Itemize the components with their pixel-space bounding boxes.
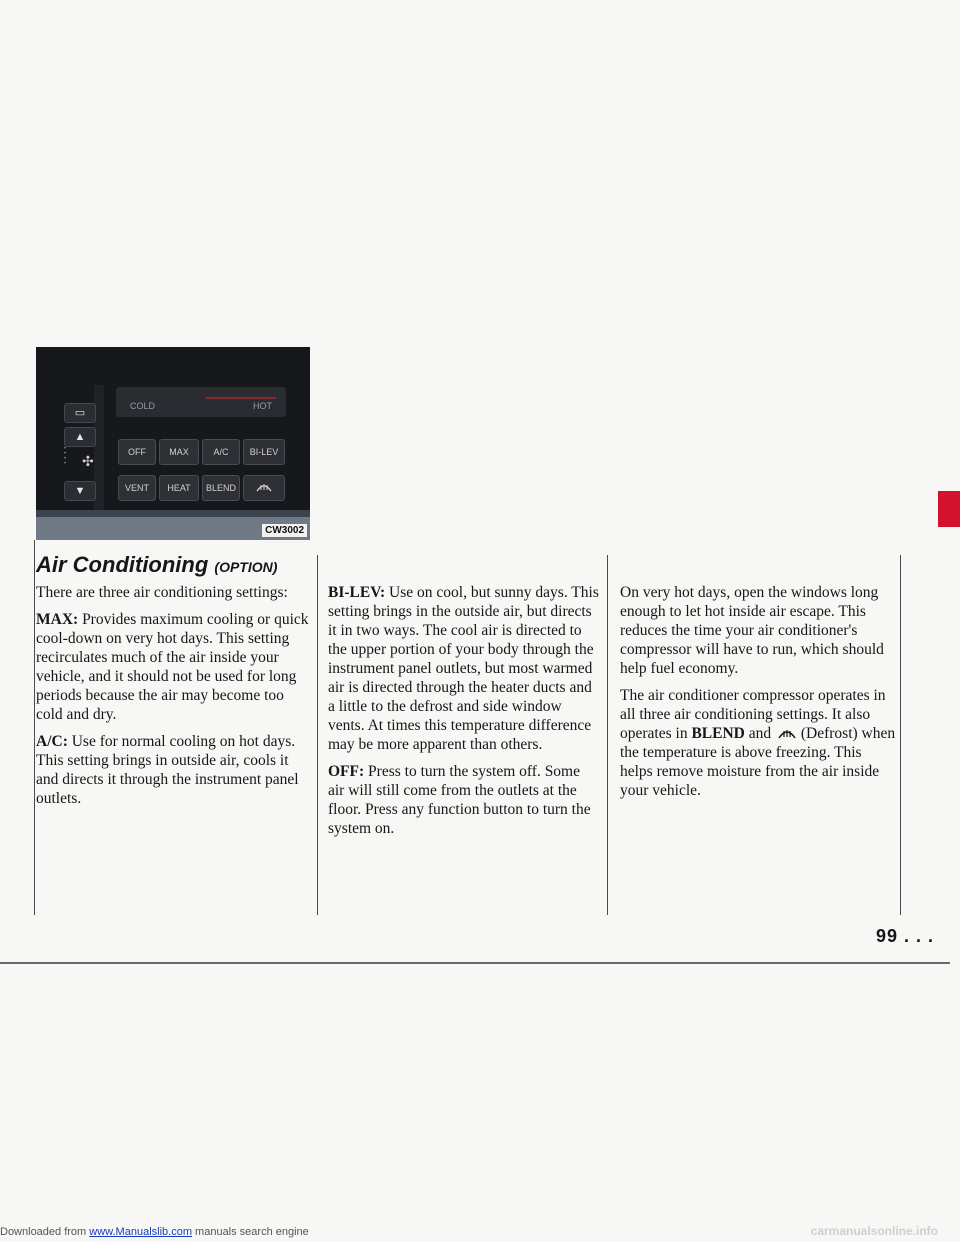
compressor-text-end: (Defrost) when the temperature is above freezing. This helps remove moisture from the air inside your vehicle. [620,725,896,799]
panel-trim [36,510,310,517]
recirculate-icon: ▭ [74,407,86,419]
figure-code: CW3002 [262,524,307,537]
and-word: and [748,725,772,742]
scale-hot-label: HOT [253,401,272,411]
blend-button: BLEND [202,475,240,501]
page-number: 99 . . . [876,926,935,946]
off-paragraph [328,762,600,838]
max-paragraph [36,610,311,724]
fan-down-arrow-icon: ▼ [74,485,86,497]
vent-button: VENT [118,475,156,501]
column-1 [36,583,311,816]
max-label: MAX: [36,611,79,628]
compressor-text-start: The air conditioner compressor operates in all three air conditioning settings. It also operates in [620,687,886,742]
heat-button: HEAT [159,475,199,501]
bilev-label: BI-LEV: [328,584,386,601]
climate-control-panel-photo [36,347,310,540]
fan-up-arrow-icon: ▲ [74,431,86,443]
defrost-icon [255,481,273,493]
footer-prefix: Downloaded from [0,1226,87,1238]
recirculate-button [64,403,96,423]
download-footer [0,1226,309,1238]
fan-down-button [64,481,96,501]
section-title: Air Conditioning [36,552,209,577]
fan-icon: ✣ [82,453,94,469]
scale-cold-label: COLD [130,401,156,411]
bottom-rule [0,962,950,964]
fan-up-button [64,427,96,447]
footer-suffix: manuals search engine [195,1226,309,1238]
column-rule-2 [607,555,608,915]
bilev-paragraph [328,583,600,754]
column-rule-left [34,540,35,915]
section-heading [36,552,277,578]
hot-days-paragraph: On very hot days, open the windows long enough to let hot inside air escape. This reduces the time your air conditioner's compressor will have to run, which should help fuel economy. [620,584,884,677]
site-watermark: carmanualsonline.info [810,1224,938,1238]
bilev-text: Use on cool, but sunny days. This setting brings in the outside air, but directs it in two ways. The cool air is directed to the upper portion of your body through the instrument panel outlets, but most warmed air is directed through the heater ducts and a little to the defrost and side window vents. At times this temperature difference may be more apparent than others. [328,584,599,753]
ac-paragraph [36,732,311,808]
off-label: OFF: [328,763,365,780]
bilev-button: BI-LEV [243,439,285,465]
max-button: MAX [159,439,199,465]
off-button: OFF [118,439,156,465]
section-subtitle: (OPTION) [214,559,278,575]
ac-label: A/C: [36,733,68,750]
section-tab-marker [938,491,960,527]
column-rule-1 [317,555,318,915]
compressor-paragraph [620,686,898,800]
ac-button: A/C [202,439,240,465]
defrost-button [243,475,285,501]
column-3 [620,583,898,808]
manualslib-link[interactable]: www.Manualslib.com [89,1226,192,1238]
column-rule-right [900,555,901,915]
defrost-icon [777,726,797,740]
ac-text: Use for normal cooling on hot days. This setting brings in outside air, cools it and directs it through the instrument panel outlets. [36,733,299,807]
max-text: Provides maximum cooling or quick cool-down on very hot days. This setting recirculates much of the air inside your vehicle, and it should not be used for long periods because the air may become too cold and dry. [36,611,309,723]
blend-term: BLEND [691,725,745,742]
column-2 [328,583,600,846]
fan-level-dots: • • • • [64,446,67,467]
off-text: Press to turn the system off. Some air will still come from the outlets at the floor. Press any function button to turn the system on. [328,763,591,837]
temperature-indicator [206,397,276,399]
temperature-scale [116,387,286,417]
intro-paragraph: There are three air conditioning settings: [36,584,288,601]
